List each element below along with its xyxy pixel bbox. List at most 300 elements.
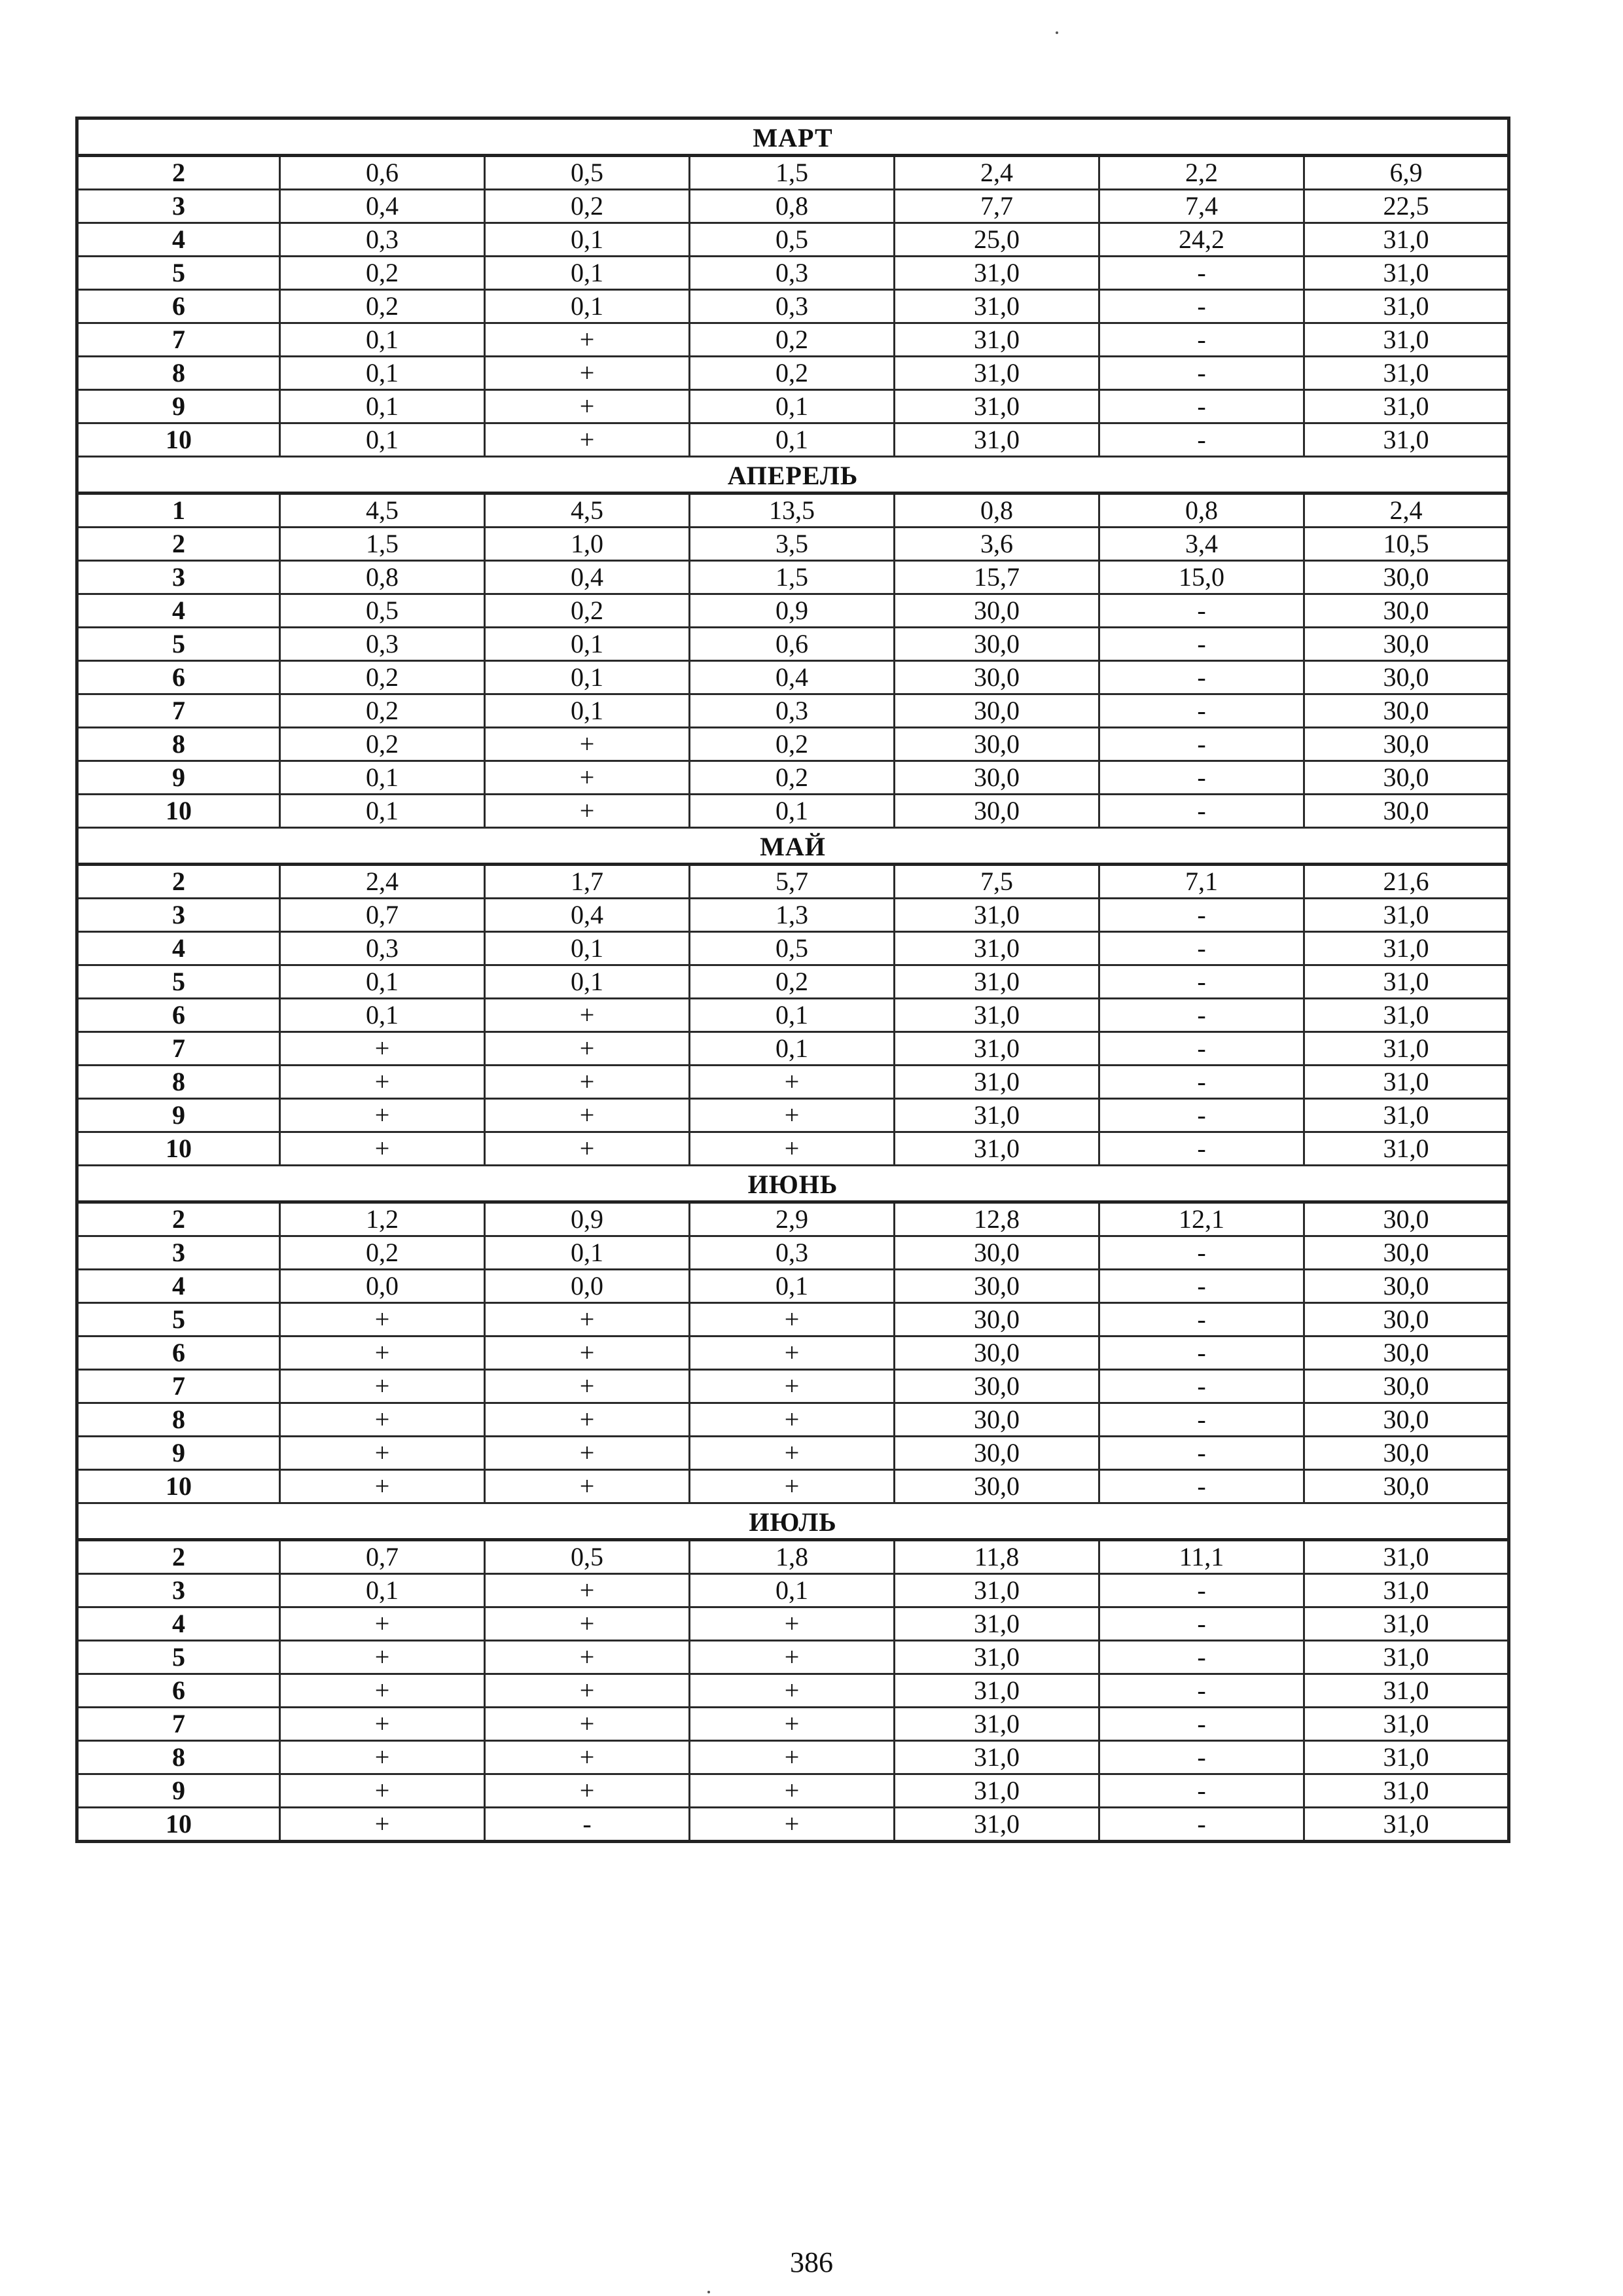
table-cell: 31,0 xyxy=(895,1132,1099,1166)
row-label: 9 xyxy=(77,1099,280,1132)
table-cell: 31,0 xyxy=(1304,357,1509,390)
table-cell: 30,0 xyxy=(895,1370,1099,1403)
table-cell: 0,4 xyxy=(485,899,690,932)
table-cell: 0,2 xyxy=(280,694,485,728)
table-cell: 30,0 xyxy=(1304,594,1509,628)
table-row xyxy=(77,257,1509,290)
row-label: 6 xyxy=(77,1674,280,1708)
table-cell: 7,1 xyxy=(1099,865,1304,899)
table-cell: 0,8 xyxy=(1099,493,1304,528)
table-cell: - xyxy=(1099,1066,1304,1099)
table-row xyxy=(77,1607,1509,1641)
table-cell: 30,0 xyxy=(895,1470,1099,1503)
table-cell: 0,2 xyxy=(690,323,895,357)
table-cell: 0,7 xyxy=(280,1540,485,1574)
table-cell: 6,9 xyxy=(1304,156,1509,190)
table-row xyxy=(77,423,1509,457)
table-cell: 0,1 xyxy=(280,1574,485,1607)
table-row xyxy=(77,1303,1509,1336)
table-cell: 31,0 xyxy=(1304,1808,1509,1842)
table-cell: 31,0 xyxy=(1304,1674,1509,1708)
table-cell: + xyxy=(485,1132,690,1166)
table-cell: 1,2 xyxy=(280,1202,485,1236)
table-cell: 31,0 xyxy=(895,1099,1099,1132)
table-cell: 3,4 xyxy=(1099,528,1304,561)
table-cell: - xyxy=(1099,1236,1304,1270)
table-cell: + xyxy=(280,1641,485,1674)
table-cell: 30,0 xyxy=(1304,1336,1509,1370)
table-cell: 0,1 xyxy=(485,223,690,257)
table-cell: 0,1 xyxy=(280,323,485,357)
row-label: 3 xyxy=(77,899,280,932)
row-label: 7 xyxy=(77,1370,280,1403)
table-cell: 2,2 xyxy=(1099,156,1304,190)
table-cell: 31,0 xyxy=(895,1774,1099,1808)
table-cell: 4,5 xyxy=(485,493,690,528)
table-cell: 30,0 xyxy=(895,1437,1099,1470)
table-cell: 30,0 xyxy=(1304,1202,1509,1236)
table-cell: 1,8 xyxy=(690,1540,895,1574)
table-cell: + xyxy=(485,1066,690,1099)
table-cell: 2,4 xyxy=(280,865,485,899)
table-cell: - xyxy=(1099,1132,1304,1166)
table-cell: 31,0 xyxy=(895,965,1099,999)
row-label: 10 xyxy=(77,795,280,828)
table-cell: - xyxy=(1099,1470,1304,1503)
table-row xyxy=(77,694,1509,728)
table-cell: 5,7 xyxy=(690,865,895,899)
table-cell: 31,0 xyxy=(1304,1066,1509,1099)
table-cell: 0,1 xyxy=(690,1270,895,1303)
table-cell: + xyxy=(690,1336,895,1370)
table-cell: + xyxy=(280,1370,485,1403)
table-cell: 30,0 xyxy=(895,1303,1099,1336)
row-label: 9 xyxy=(77,1774,280,1808)
table-cell: - xyxy=(485,1808,690,1842)
table-row xyxy=(77,865,1509,899)
table-cell: 31,0 xyxy=(895,323,1099,357)
table-cell: - xyxy=(1099,1303,1304,1336)
table-cell: 30,0 xyxy=(895,1270,1099,1303)
table-row xyxy=(77,628,1509,661)
row-label: 7 xyxy=(77,323,280,357)
table-row xyxy=(77,390,1509,423)
table-cell: - xyxy=(1099,1674,1304,1708)
table-cell: 31,0 xyxy=(1304,223,1509,257)
row-label: 2 xyxy=(77,528,280,561)
table-cell: 0,4 xyxy=(690,661,895,694)
table-cell: 0,9 xyxy=(690,594,895,628)
table-cell: 30,0 xyxy=(1304,661,1509,694)
table-row xyxy=(77,1202,1509,1236)
table-cell: - xyxy=(1099,694,1304,728)
row-label: 2 xyxy=(77,1540,280,1574)
scan-speck xyxy=(707,2291,710,2293)
table-cell: 0,1 xyxy=(690,390,895,423)
table-cell: 0,1 xyxy=(485,1236,690,1270)
table-cell: 31,0 xyxy=(895,932,1099,965)
table-cell: - xyxy=(1099,1808,1304,1842)
table-cell: 3,6 xyxy=(895,528,1099,561)
table-cell: + xyxy=(485,423,690,457)
table-cell: + xyxy=(280,1132,485,1166)
table-cell: 15,0 xyxy=(1099,561,1304,594)
table-cell: 0,2 xyxy=(280,661,485,694)
table-cell: + xyxy=(485,795,690,828)
table-cell: 2,4 xyxy=(1304,493,1509,528)
table-cell: + xyxy=(280,1808,485,1842)
row-label: 8 xyxy=(77,357,280,390)
table-cell: 0,1 xyxy=(280,761,485,795)
table-row xyxy=(77,661,1509,694)
table-cell: - xyxy=(1099,357,1304,390)
table-cell: 30,0 xyxy=(1304,694,1509,728)
table-cell: 1,3 xyxy=(690,899,895,932)
table-cell: 21,6 xyxy=(1304,865,1509,899)
table-cell: 0,2 xyxy=(280,728,485,761)
table-cell: - xyxy=(1099,761,1304,795)
table-cell: + xyxy=(485,1774,690,1808)
table-row xyxy=(77,156,1509,190)
table-row xyxy=(77,965,1509,999)
table-cell: 0,2 xyxy=(280,1236,485,1270)
table-cell: + xyxy=(690,1808,895,1842)
table-cell: - xyxy=(1099,323,1304,357)
row-label: 8 xyxy=(77,1741,280,1774)
table-cell: 0,8 xyxy=(895,493,1099,528)
row-label: 10 xyxy=(77,1470,280,1503)
table-cell: + xyxy=(485,1607,690,1641)
monthly-data-table xyxy=(75,117,1510,1843)
table-cell: 31,0 xyxy=(895,423,1099,457)
table-cell: + xyxy=(485,1674,690,1708)
table-cell: 31,0 xyxy=(1304,1099,1509,1132)
row-label: 4 xyxy=(77,594,280,628)
table-cell: + xyxy=(485,1437,690,1470)
table-cell: 30,0 xyxy=(1304,628,1509,661)
table-row xyxy=(77,1336,1509,1370)
table-cell: + xyxy=(485,1641,690,1674)
table-row xyxy=(77,1741,1509,1774)
table-cell: + xyxy=(280,1066,485,1099)
row-label: 10 xyxy=(77,1132,280,1166)
table-cell: 0,2 xyxy=(280,257,485,290)
row-label: 6 xyxy=(77,1336,280,1370)
section-title-june: ИЮНЬ xyxy=(77,1166,1509,1202)
table-cell: + xyxy=(690,1370,895,1403)
table-cell: 31,0 xyxy=(895,390,1099,423)
table-cell: 1,5 xyxy=(690,561,895,594)
row-label: 2 xyxy=(77,156,280,190)
table-body xyxy=(77,118,1509,1842)
table-cell: 30,0 xyxy=(1304,1303,1509,1336)
row-label: 10 xyxy=(77,423,280,457)
table-cell: 30,0 xyxy=(1304,1437,1509,1470)
table-cell: + xyxy=(690,1741,895,1774)
table-cell: + xyxy=(280,1470,485,1503)
row-label: 8 xyxy=(77,1403,280,1437)
table-cell: 22,5 xyxy=(1304,190,1509,223)
table-row xyxy=(77,1641,1509,1674)
table-cell: + xyxy=(485,761,690,795)
table-cell: 30,0 xyxy=(895,1403,1099,1437)
table-cell: 1,5 xyxy=(690,156,895,190)
table-cell: + xyxy=(690,1437,895,1470)
table-cell: 0,2 xyxy=(485,594,690,628)
table-row xyxy=(77,223,1509,257)
table-cell: + xyxy=(690,1607,895,1641)
table-cell: 0,3 xyxy=(690,257,895,290)
table-row xyxy=(77,1674,1509,1708)
table-cell: 31,0 xyxy=(1304,1132,1509,1166)
table-cell: 0,1 xyxy=(690,1574,895,1607)
table-cell: 0,2 xyxy=(690,728,895,761)
table-cell: - xyxy=(1099,1607,1304,1641)
row-label: 5 xyxy=(77,1303,280,1336)
table-cell: + xyxy=(485,1099,690,1132)
table-cell: 0,4 xyxy=(280,190,485,223)
table-cell: 1,7 xyxy=(485,865,690,899)
table-cell: + xyxy=(485,1032,690,1066)
table-cell: - xyxy=(1099,1708,1304,1741)
row-label: 1 xyxy=(77,493,280,528)
table-cell: + xyxy=(485,1303,690,1336)
table-cell: 30,0 xyxy=(895,594,1099,628)
section-title-march: МАРТ xyxy=(77,118,1509,156)
section-header-row xyxy=(77,828,1509,865)
table-cell: 0,6 xyxy=(280,156,485,190)
row-label: 3 xyxy=(77,561,280,594)
table-cell: 0,9 xyxy=(485,1202,690,1236)
table-row xyxy=(77,1066,1509,1099)
table-row xyxy=(77,493,1509,528)
table-row xyxy=(77,357,1509,390)
table-cell: + xyxy=(690,1774,895,1808)
table-cell: 0,8 xyxy=(280,561,485,594)
table-cell: + xyxy=(280,1674,485,1708)
table-cell: 0,0 xyxy=(485,1270,690,1303)
table-cell: - xyxy=(1099,1574,1304,1607)
table-cell: 31,0 xyxy=(1304,423,1509,457)
table-cell: 30,0 xyxy=(1304,761,1509,795)
table-row xyxy=(77,1236,1509,1270)
table-cell: 31,0 xyxy=(895,257,1099,290)
table-cell: 0,1 xyxy=(690,999,895,1032)
table-cell: 12,8 xyxy=(895,1202,1099,1236)
table-cell: 31,0 xyxy=(1304,390,1509,423)
table-row xyxy=(77,1032,1509,1066)
table-cell: + xyxy=(690,1470,895,1503)
table-cell: 0,1 xyxy=(690,423,895,457)
table-row xyxy=(77,190,1509,223)
table-cell: + xyxy=(280,1774,485,1808)
row-label: 5 xyxy=(77,1641,280,1674)
table-cell: - xyxy=(1099,999,1304,1032)
table-cell: 31,0 xyxy=(1304,999,1509,1032)
table-row xyxy=(77,761,1509,795)
row-label: 6 xyxy=(77,290,280,323)
table-cell: 31,0 xyxy=(895,1032,1099,1066)
row-label: 8 xyxy=(77,728,280,761)
table-cell: 0,1 xyxy=(485,932,690,965)
table-cell: - xyxy=(1099,795,1304,828)
table-cell: 31,0 xyxy=(895,1607,1099,1641)
row-label: 3 xyxy=(77,1236,280,1270)
table-row xyxy=(77,1774,1509,1808)
table-cell: 11,1 xyxy=(1099,1540,1304,1574)
table-row xyxy=(77,528,1509,561)
table-cell: 30,0 xyxy=(1304,795,1509,828)
table-row xyxy=(77,561,1509,594)
table-cell: 31,0 xyxy=(1304,1708,1509,1741)
table-cell: 0,1 xyxy=(485,628,690,661)
table-cell: 2,4 xyxy=(895,156,1099,190)
row-label: 7 xyxy=(77,1708,280,1741)
table-cell: 13,5 xyxy=(690,493,895,528)
table-cell: - xyxy=(1099,1032,1304,1066)
table-row xyxy=(77,1808,1509,1842)
section-header-row xyxy=(77,457,1509,493)
section-title-may: МАЙ xyxy=(77,828,1509,865)
table-cell: 31,0 xyxy=(1304,1032,1509,1066)
table-row xyxy=(77,795,1509,828)
table-row xyxy=(77,899,1509,932)
table-cell: + xyxy=(690,1132,895,1166)
section-header-row xyxy=(77,1166,1509,1202)
table-cell: 0,3 xyxy=(690,694,895,728)
table-cell: 31,0 xyxy=(895,1708,1099,1741)
table-cell: 2,9 xyxy=(690,1202,895,1236)
row-label: 5 xyxy=(77,257,280,290)
table-cell: + xyxy=(690,1641,895,1674)
table-cell: + xyxy=(485,323,690,357)
table-cell: 30,0 xyxy=(1304,1470,1509,1503)
table-cell: + xyxy=(280,1099,485,1132)
table-cell: - xyxy=(1099,1741,1304,1774)
row-label: 8 xyxy=(77,1066,280,1099)
row-label: 4 xyxy=(77,223,280,257)
table-cell: + xyxy=(280,1741,485,1774)
table-cell: 0,2 xyxy=(690,965,895,999)
table-cell: 31,0 xyxy=(1304,1574,1509,1607)
table-row xyxy=(77,932,1509,965)
table-cell: 31,0 xyxy=(895,1641,1099,1674)
table-cell: + xyxy=(485,1403,690,1437)
table-cell: + xyxy=(280,1336,485,1370)
table-cell: + xyxy=(690,1303,895,1336)
table-row xyxy=(77,1574,1509,1607)
table-cell: 31,0 xyxy=(895,1066,1099,1099)
table-cell: + xyxy=(485,1336,690,1370)
table-cell: 31,0 xyxy=(895,1574,1099,1607)
table-cell: + xyxy=(690,1708,895,1741)
table-cell: - xyxy=(1099,390,1304,423)
table-cell: 30,0 xyxy=(1304,1270,1509,1303)
table-cell: 31,0 xyxy=(895,999,1099,1032)
table-cell: 31,0 xyxy=(895,290,1099,323)
table-cell: 30,0 xyxy=(1304,1403,1509,1437)
table-cell: 30,0 xyxy=(895,1336,1099,1370)
table-cell: 0,2 xyxy=(485,190,690,223)
table-cell: 0,4 xyxy=(485,561,690,594)
table-cell: 31,0 xyxy=(895,1741,1099,1774)
table-cell: + xyxy=(280,1607,485,1641)
table-cell: + xyxy=(485,1708,690,1741)
table-cell: 30,0 xyxy=(895,1236,1099,1270)
table-cell: 0,5 xyxy=(280,594,485,628)
table-cell: 31,0 xyxy=(1304,965,1509,999)
table-cell: 0,3 xyxy=(690,1236,895,1270)
table-cell: 0,1 xyxy=(280,423,485,457)
row-label: 4 xyxy=(77,1270,280,1303)
table-cell: - xyxy=(1099,1774,1304,1808)
table-row xyxy=(77,1099,1509,1132)
table-cell: 31,0 xyxy=(1304,1741,1509,1774)
table-cell: 31,0 xyxy=(1304,1774,1509,1808)
table-cell: 0,1 xyxy=(280,965,485,999)
table-cell: - xyxy=(1099,965,1304,999)
table-row xyxy=(77,1403,1509,1437)
table-cell: 7,7 xyxy=(895,190,1099,223)
table-cell: 4,5 xyxy=(280,493,485,528)
table-cell: - xyxy=(1099,1403,1304,1437)
table-cell: + xyxy=(280,1032,485,1066)
table-row xyxy=(77,728,1509,761)
table-row xyxy=(77,323,1509,357)
table-cell: 31,0 xyxy=(1304,1641,1509,1674)
table-cell: 0,5 xyxy=(485,156,690,190)
table-row xyxy=(77,594,1509,628)
row-label: 6 xyxy=(77,661,280,694)
table-cell: 1,5 xyxy=(280,528,485,561)
row-label: 9 xyxy=(77,1437,280,1470)
table-cell: 31,0 xyxy=(895,899,1099,932)
table-cell: 0,7 xyxy=(280,899,485,932)
table-cell: 0,1 xyxy=(485,965,690,999)
table-cell: - xyxy=(1099,1270,1304,1303)
table-row xyxy=(77,1437,1509,1470)
table-cell: + xyxy=(485,999,690,1032)
table-cell: 0,8 xyxy=(690,190,895,223)
table-cell: 0,1 xyxy=(280,999,485,1032)
table-cell: 3,5 xyxy=(690,528,895,561)
table-cell: 7,4 xyxy=(1099,190,1304,223)
table-cell: 30,0 xyxy=(1304,561,1509,594)
table-cell: 30,0 xyxy=(1304,1236,1509,1270)
row-label: 3 xyxy=(77,1574,280,1607)
table-row xyxy=(77,1708,1509,1741)
section-header-row xyxy=(77,118,1509,156)
row-label: 7 xyxy=(77,1032,280,1066)
table-cell: + xyxy=(280,1437,485,1470)
row-label: 5 xyxy=(77,628,280,661)
table-cell: + xyxy=(485,728,690,761)
table-row xyxy=(77,1470,1509,1503)
table-cell: - xyxy=(1099,1437,1304,1470)
row-label: 4 xyxy=(77,932,280,965)
table-cell: 0,2 xyxy=(280,290,485,323)
table-row xyxy=(77,1270,1509,1303)
table-cell: + xyxy=(485,1741,690,1774)
table-cell: 30,0 xyxy=(895,628,1099,661)
table-cell: 0,3 xyxy=(280,932,485,965)
table-cell: 0,2 xyxy=(690,357,895,390)
row-label: 7 xyxy=(77,694,280,728)
table-cell: 31,0 xyxy=(1304,1540,1509,1574)
row-label: 2 xyxy=(77,1202,280,1236)
table-cell: 30,0 xyxy=(1304,728,1509,761)
scan-speck xyxy=(1056,31,1058,34)
